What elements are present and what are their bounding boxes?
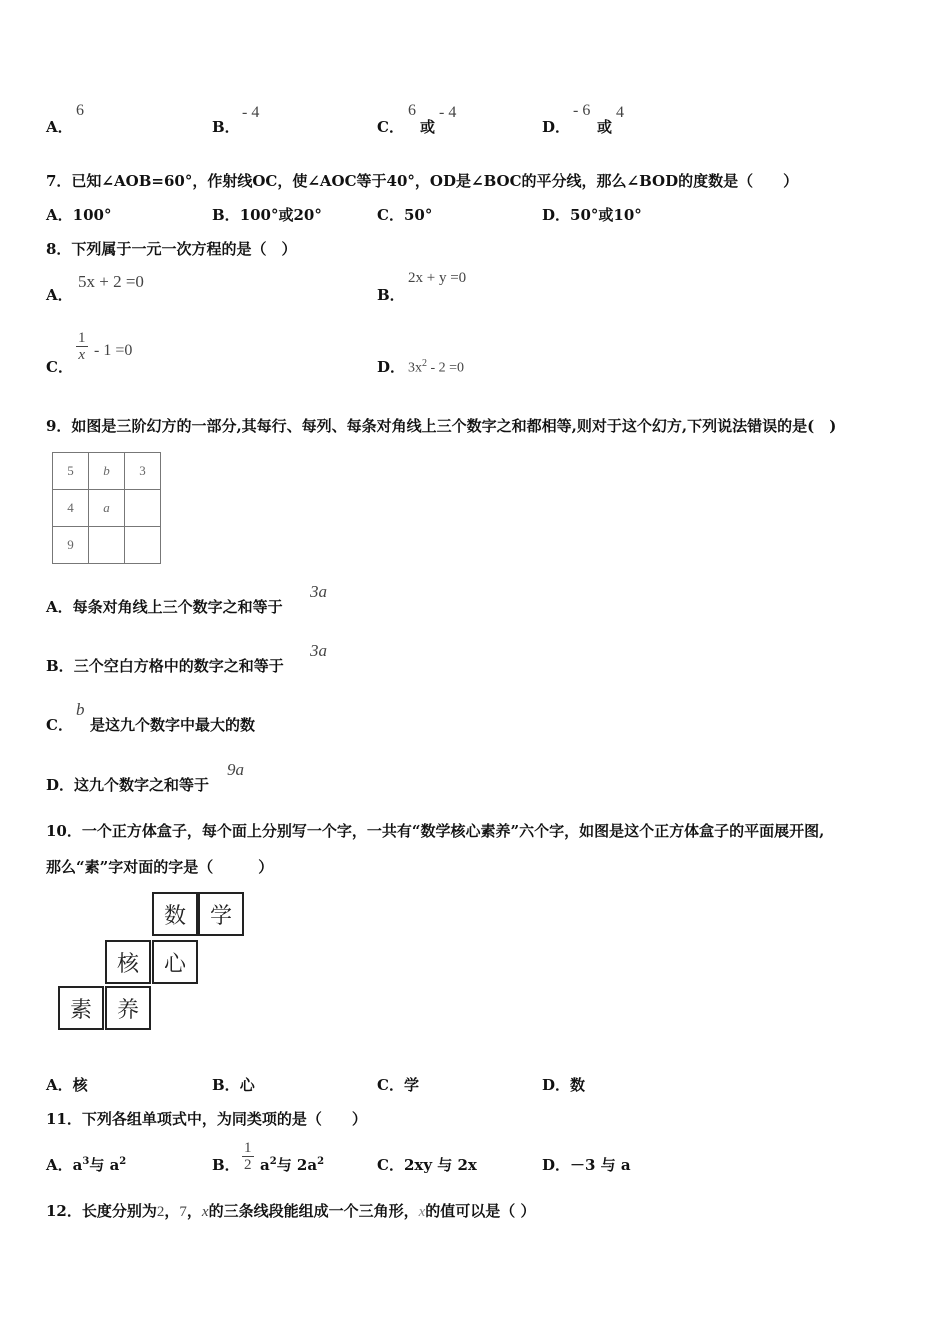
q6-option-a-label[interactable]: A． — [46, 118, 73, 136]
grid-cell — [125, 527, 161, 564]
cube-face: 养 — [105, 986, 151, 1030]
q9-option-c[interactable]: C． b 是这九个数字中最大的数 — [46, 700, 256, 734]
q11-option-b-text: $a^2$与 $2a^2$ — [260, 1156, 325, 1174]
q10-stem-line1: 10．一个正方体盒子，每个面上分别写一个字，一共有“数学核心素养”六个字，如图是这个正方体盒子的平面展开图, — [46, 822, 825, 840]
q7-options — [46, 204, 906, 226]
q7-option-b[interactable]: B．100°或20° — [212, 206, 322, 224]
q10-option-a[interactable]: A．核 — [46, 1076, 88, 1094]
q11-stem: 11．下列各组单项式中，为同类项的是（ ） — [46, 1110, 367, 1128]
q6-options — [46, 100, 906, 136]
q11-option-b-fraction: $\frac{1}{2}$ — [244, 1140, 252, 1173]
q8-option-c-fraction: $\frac{1}{x}$ — [78, 330, 86, 363]
q6-option-d-value1: - 6 — [573, 102, 591, 119]
grid-cell — [89, 527, 125, 564]
q8-stem: 8．下列属于一元一次方程的是（ ） — [46, 240, 297, 258]
q6-option-b-label[interactable]: B． — [212, 118, 240, 136]
q8-option-b-expr: 2x + y =0 — [408, 270, 467, 286]
q6-option-d-label[interactable]: D． — [542, 118, 571, 136]
q8-options-row2 — [46, 328, 906, 378]
cube-face: 数 — [152, 892, 198, 936]
grid-cell: 9 — [53, 527, 89, 564]
q7-option-c[interactable]: C．50° — [377, 206, 433, 224]
grid-cell: 5 — [53, 453, 89, 490]
q6-option-d-value2: 4 — [616, 104, 624, 121]
q8-option-a-label[interactable]: A． — [46, 286, 73, 304]
q11-option-a[interactable]: A．$a^3$与 $a^2$ — [46, 1156, 127, 1174]
q10-option-c[interactable]: C．学 — [377, 1076, 419, 1094]
cube-face: 学 — [198, 892, 244, 936]
cube-face: 素 — [58, 986, 104, 1030]
q12-stem: 12．长度分别为2，7，x的三条线段能组成一个三角形，x的值可以是（ ） — [46, 1202, 536, 1220]
q6-option-d-join: 或 — [597, 118, 613, 136]
q7-option-d[interactable]: D．50°或10° — [542, 206, 642, 224]
grid-cell: b — [89, 453, 125, 490]
q6-option-c-value1: 6 — [408, 102, 416, 119]
q10-stem-line2: 那么“素”字对面的字是（ ） — [46, 858, 274, 876]
q11-option-d[interactable]: D．－3 与 a — [542, 1156, 631, 1174]
q8-option-a-expr: 5x + 2 =0 — [78, 272, 144, 291]
q8-option-d-expr: $3x^2 - 2 =0$ — [408, 358, 465, 376]
q8-option-b-label[interactable]: B． — [377, 286, 405, 304]
grid-cell: a — [89, 490, 125, 527]
q6-option-c-label[interactable]: C． — [377, 118, 404, 136]
cube-net — [58, 892, 250, 1036]
q6-option-a-value: 6 — [76, 102, 84, 119]
q11-options — [46, 1138, 906, 1184]
q8-option-c-label[interactable]: C． — [46, 358, 73, 376]
q7-option-a[interactable]: A．100° — [46, 206, 112, 224]
q9-stem: 9．如图是三阶幻方的一部分,其每行、每列、每条对角线上三个数字之和都相等,则对于这个幻方,下列说法错误的是( ) — [46, 417, 837, 435]
q11-option-b-label[interactable]: B． — [212, 1156, 240, 1174]
q9-option-d[interactable]: D．这九个数字之和等于 9a — [46, 760, 244, 794]
q11-option-c[interactable]: C．2xy 与 2x — [377, 1156, 477, 1174]
q7-stem: 7．已知∠AOB=60°，作射线OC，使∠AOC等于40°，OD是∠BOC的平分线，那么∠BOD的度数是（ ） — [46, 172, 799, 190]
magic-square-grid — [52, 452, 161, 564]
q10-option-b[interactable]: B．心 — [212, 1076, 255, 1094]
q8-option-d-label[interactable]: D． — [377, 358, 406, 376]
grid-cell — [125, 490, 161, 527]
q9-option-b[interactable]: B．三个空白方格中的数字之和等于 3a — [46, 641, 327, 675]
q6-option-b-value: - 4 — [242, 104, 260, 121]
q8-option-c-rest: - 1 =0 — [94, 342, 133, 359]
q10-option-d[interactable]: D．数 — [542, 1076, 586, 1094]
cube-face: 心 — [152, 940, 198, 984]
cube-face: 核 — [105, 940, 151, 984]
q10-options — [46, 1074, 906, 1096]
grid-cell: 3 — [125, 453, 161, 490]
grid-cell: 4 — [53, 490, 89, 527]
q6-option-c-join: 或 — [420, 118, 436, 136]
q6-option-c-value2: - 4 — [439, 104, 457, 121]
q9-option-a[interactable]: A．每条对角线上三个数字之和等于 3a — [46, 582, 327, 616]
q8-options-row1 — [46, 268, 906, 308]
